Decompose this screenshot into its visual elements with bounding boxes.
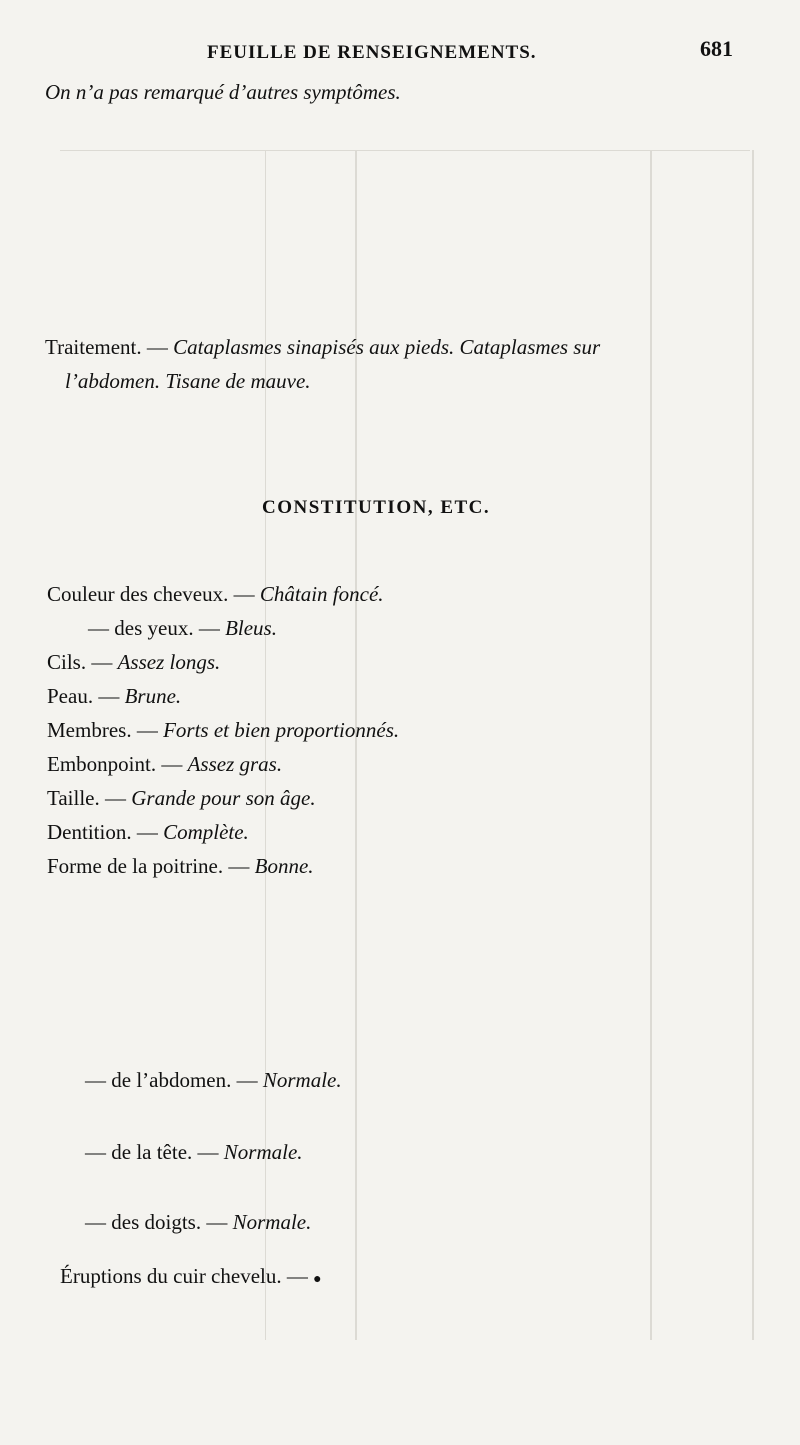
item-label: Dentition. — bbox=[47, 820, 158, 844]
list-item bbox=[47, 582, 384, 607]
running-head: FEUILLE DE RENSEIGNEMENTS. bbox=[207, 42, 537, 63]
traitement-line-1 bbox=[45, 335, 600, 360]
list-item bbox=[47, 718, 399, 743]
traitement-label: Traitement. — bbox=[45, 335, 168, 359]
item-label: Taille. — bbox=[47, 786, 127, 810]
intro-text: On n’a pas remarqué d’autres symptômes. bbox=[45, 80, 401, 104]
section-heading: CONSTITUTION, ETC. bbox=[262, 497, 491, 518]
item-label: — des doigts. — bbox=[85, 1210, 228, 1234]
list-item bbox=[47, 820, 249, 845]
item-value: Assez gras. bbox=[187, 752, 283, 776]
item-label: Forme de la poitrine. — bbox=[47, 854, 250, 878]
list-item bbox=[47, 786, 316, 811]
bleed-through-rule bbox=[752, 150, 754, 1340]
list-item bbox=[85, 1140, 303, 1165]
item-value: Forts et bien proportionnés. bbox=[163, 718, 400, 742]
bleed-through-rule bbox=[60, 150, 750, 151]
item-label: — de la tête. — bbox=[85, 1140, 219, 1164]
list-item bbox=[47, 752, 282, 777]
list-item bbox=[47, 684, 181, 709]
list-item bbox=[47, 854, 314, 879]
bleed-through-rule bbox=[650, 150, 652, 1340]
traitement-text: Cataplasmes sinapisés aux pieds. Cataplasmes sur bbox=[173, 335, 601, 359]
item-value: Bonne. bbox=[254, 854, 314, 878]
item-label: Embonpoint. — bbox=[47, 752, 183, 776]
item-value: Normale. bbox=[223, 1140, 303, 1164]
traitement-line-2: l’abdomen. Tisane de mauve. bbox=[65, 369, 311, 393]
item-value: Normale. bbox=[232, 1210, 312, 1234]
bullet-mark: ● bbox=[313, 1272, 322, 1287]
item-label: Membres. — bbox=[47, 718, 158, 742]
item-label: Couleur des cheveux. — bbox=[47, 582, 255, 606]
item-value: Normale. bbox=[262, 1068, 342, 1092]
item-value: Bleus. bbox=[225, 616, 277, 640]
item-value: Châtain foncé. bbox=[259, 582, 384, 606]
item-label: Cils. — bbox=[47, 650, 113, 674]
list-item bbox=[88, 616, 277, 641]
bleed-through-rule bbox=[355, 150, 357, 1340]
item-label: Peau. — bbox=[47, 684, 120, 708]
list-item bbox=[85, 1210, 311, 1235]
list-item bbox=[47, 650, 220, 675]
item-label: — des yeux. — bbox=[88, 616, 220, 640]
eruptions-line bbox=[60, 1264, 322, 1289]
list-item bbox=[85, 1068, 342, 1093]
item-value: Grande pour son âge. bbox=[131, 786, 316, 810]
item-value: Complète. bbox=[163, 820, 249, 844]
item-label: — de l’abdomen. — bbox=[85, 1068, 258, 1092]
item-value: Brune. bbox=[124, 684, 182, 708]
page-number: 681 bbox=[700, 36, 733, 61]
item-value: Assez longs. bbox=[117, 650, 221, 674]
eruptions-label: Éruptions du cuir chevelu. — bbox=[60, 1264, 308, 1288]
